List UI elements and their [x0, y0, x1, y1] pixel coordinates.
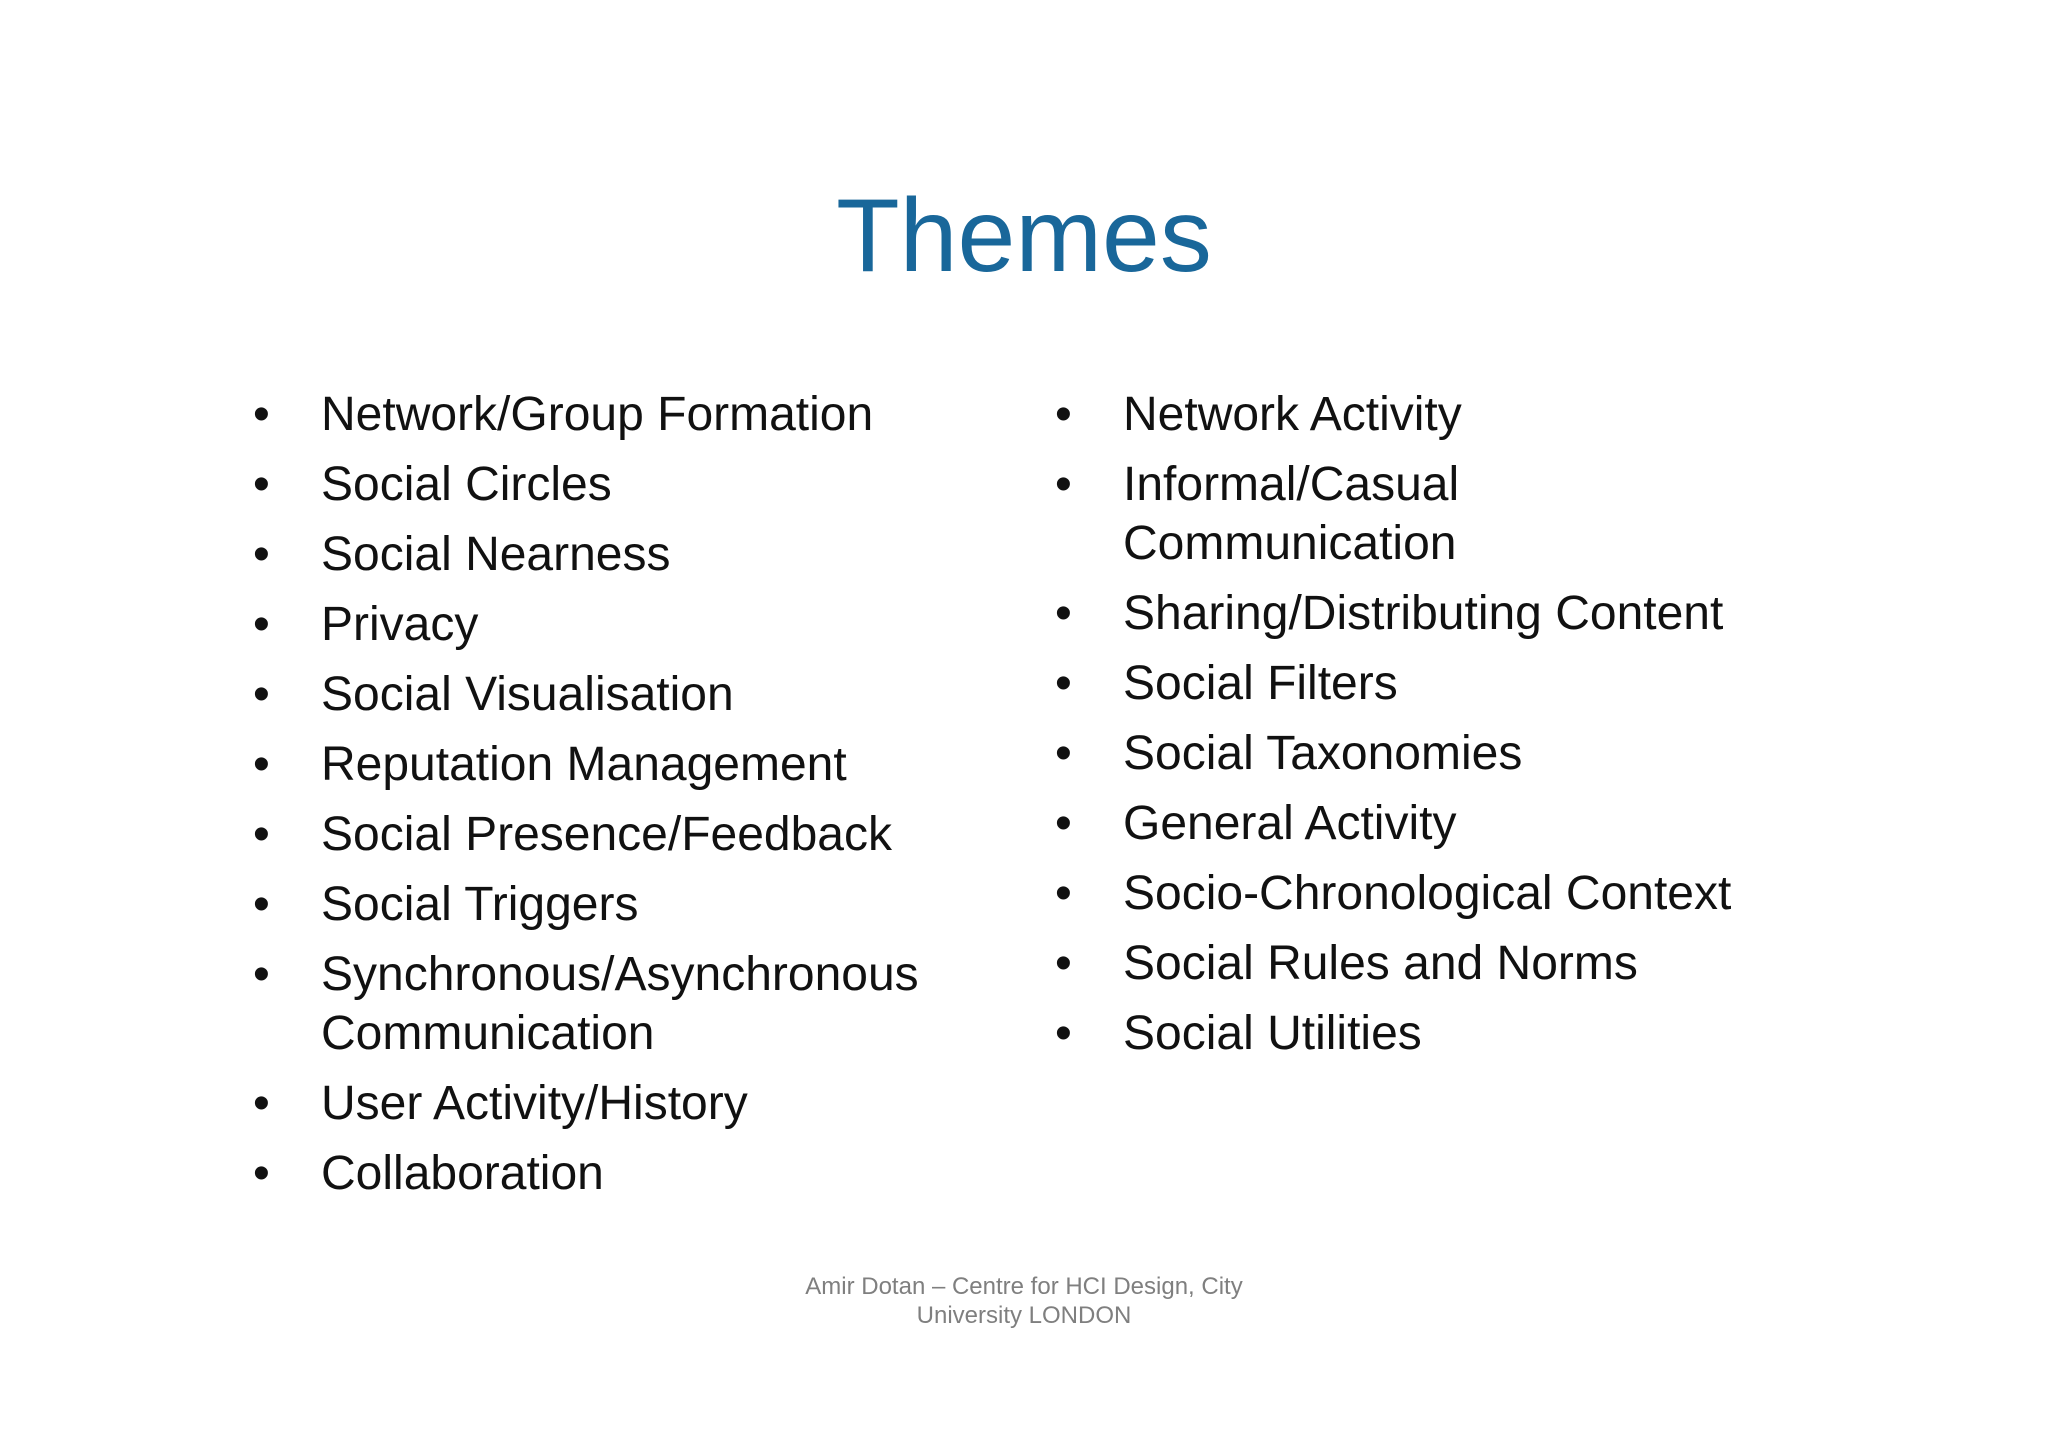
- bullet-icon: •: [253, 1077, 270, 1130]
- bullet-icon: •: [253, 388, 270, 441]
- theme-label: Network Activity: [1123, 388, 1462, 441]
- theme-label: Collaboration: [321, 1147, 604, 1200]
- theme-list-item: [1055, 794, 1763, 853]
- theme-list-item: [253, 805, 941, 864]
- theme-label: Privacy: [321, 598, 479, 651]
- theme-list-item: [1055, 1004, 1763, 1063]
- theme-list-item: [253, 595, 941, 654]
- bullet-icon: •: [253, 458, 270, 511]
- theme-label: User Activity/History: [321, 1077, 748, 1130]
- theme-list-item: [1055, 584, 1763, 643]
- theme-list-item: [253, 1144, 941, 1203]
- slide-footer: Amir Dotan – Centre for HCI Design, City University LONDON: [805, 1273, 1243, 1329]
- bullet-icon: •: [1055, 727, 1072, 780]
- theme-label: Synchronous/Asynchronous Communication: [321, 948, 919, 1060]
- bullet-icon: •: [253, 668, 270, 721]
- theme-list-item: [253, 455, 941, 514]
- theme-list-item: [253, 875, 941, 934]
- theme-label: Sharing/Distributing Content: [1123, 587, 1724, 640]
- theme-label: Social Taxonomies: [1123, 727, 1523, 780]
- bullet-icon: •: [253, 948, 270, 1001]
- bullet-icon: •: [253, 738, 270, 791]
- bullet-icon: •: [1055, 587, 1072, 640]
- theme-list-item: [1055, 385, 1763, 444]
- theme-label: Social Rules and Norms: [1123, 937, 1638, 990]
- theme-list-item: [253, 665, 941, 724]
- themes-list-left: [253, 385, 941, 1214]
- slide-title: Themes: [836, 178, 1212, 294]
- themes-list-right: [1055, 385, 1763, 1074]
- bullet-icon: •: [1055, 867, 1072, 920]
- theme-list-item: [253, 525, 941, 584]
- bullet-icon: •: [253, 528, 270, 581]
- bullet-icon: •: [253, 598, 270, 651]
- theme-list-item: [1055, 724, 1763, 783]
- bullet-icon: •: [1055, 797, 1072, 850]
- theme-list-item: [1055, 654, 1763, 713]
- theme-label: Reputation Management: [321, 738, 847, 791]
- bullet-icon: •: [253, 1147, 270, 1200]
- theme-label: Social Visualisation: [321, 668, 734, 721]
- bullet-icon: •: [253, 808, 270, 861]
- theme-label: Socio-Chronological Context: [1123, 867, 1732, 920]
- theme-label: Social Triggers: [321, 878, 639, 931]
- theme-label: Social Filters: [1123, 657, 1398, 710]
- theme-label: General Activity: [1123, 797, 1457, 850]
- theme-label: Social Circles: [321, 458, 612, 511]
- theme-label: Informal/Casual Communication: [1123, 458, 1460, 570]
- bullet-icon: •: [1055, 388, 1072, 441]
- bullet-icon: •: [1055, 937, 1072, 990]
- theme-label: Social Utilities: [1123, 1007, 1422, 1060]
- theme-label: Network/Group Formation: [321, 388, 874, 441]
- theme-list-item: [253, 1074, 941, 1133]
- theme-list-item: [253, 735, 941, 794]
- bullet-icon: •: [253, 878, 270, 931]
- bullet-icon: •: [1055, 458, 1072, 511]
- bullet-icon: •: [1055, 657, 1072, 710]
- theme-list-item: [253, 385, 941, 444]
- theme-label: Social Presence/Feedback: [321, 808, 892, 861]
- bullet-icon: •: [1055, 1007, 1072, 1060]
- theme-list-item: [1055, 864, 1763, 923]
- theme-label: Social Nearness: [321, 528, 671, 581]
- theme-list-item: [1055, 455, 1763, 573]
- theme-list-item: [253, 945, 941, 1063]
- theme-list-item: [1055, 934, 1763, 993]
